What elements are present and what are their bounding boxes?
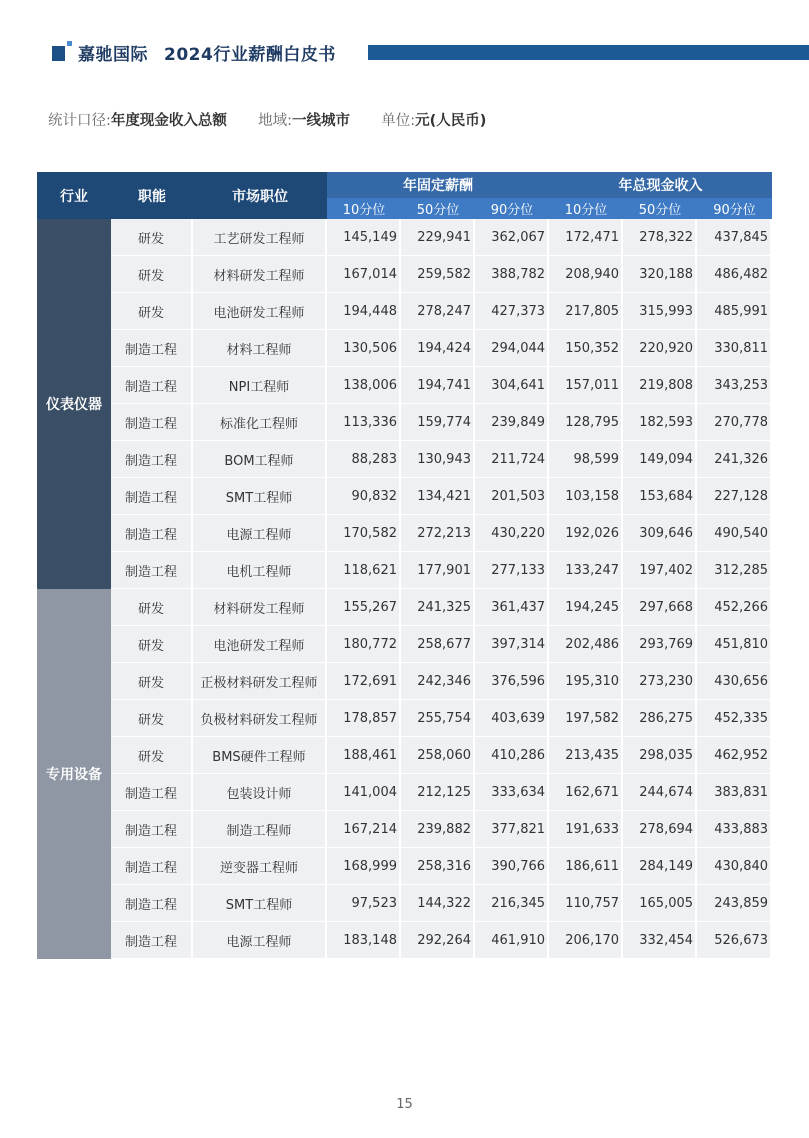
industry-cell: 仪表仪器 xyxy=(37,219,111,589)
function-cell: 研发 xyxy=(111,293,193,330)
position-cell: BMS硬件工程师 xyxy=(193,737,327,774)
header-total-p10: 10分位 xyxy=(549,198,623,219)
salary-cell-f90: 403,639 xyxy=(475,700,549,737)
unit-value: 元(人民币) xyxy=(415,113,487,129)
salary-cell-t90: 433,883 xyxy=(697,811,772,848)
salary-cell-t50: 293,769 xyxy=(623,626,697,663)
function-cell: 制造工程 xyxy=(111,404,193,441)
header-accent-bar xyxy=(368,45,809,60)
salary-cell-f10: 180,772 xyxy=(327,626,401,663)
page-number: 15 xyxy=(396,1097,413,1112)
salary-cell-t10: 162,671 xyxy=(549,774,623,811)
salary-cell-f10: 138,006 xyxy=(327,367,401,404)
salary-cell-t10: 217,805 xyxy=(549,293,623,330)
statistics-caption xyxy=(48,109,486,130)
function-cell: 研发 xyxy=(111,589,193,626)
salary-cell-t90: 462,952 xyxy=(697,737,772,774)
function-cell: 制造工程 xyxy=(111,515,193,552)
table-row xyxy=(37,922,772,959)
table-row xyxy=(37,478,772,515)
page-header xyxy=(0,0,809,80)
salary-cell-t50: 219,808 xyxy=(623,367,697,404)
salary-cell-t10: 98,599 xyxy=(549,441,623,478)
salary-cell-t10: 150,352 xyxy=(549,330,623,367)
salary-cell-t50: 278,694 xyxy=(623,811,697,848)
position-cell: 材料研发工程师 xyxy=(193,256,327,293)
position-cell: 电池研发工程师 xyxy=(193,293,327,330)
table-row xyxy=(37,293,772,330)
table-row xyxy=(37,663,772,700)
position-cell: 电源工程师 xyxy=(193,515,327,552)
salary-cell-t10: 191,633 xyxy=(549,811,623,848)
salary-cell-f90: 397,314 xyxy=(475,626,549,663)
position-cell: 包装设计师 xyxy=(193,774,327,811)
scope-value: 年度现金收入总额 xyxy=(110,113,227,129)
salary-cell-f10: 170,582 xyxy=(327,515,401,552)
salary-cell-f10: 113,336 xyxy=(327,404,401,441)
salary-cell-t90: 526,673 xyxy=(697,922,772,959)
salary-cell-f90: 361,437 xyxy=(475,589,549,626)
salary-cell-t90: 486,482 xyxy=(697,256,772,293)
function-cell: 制造工程 xyxy=(111,848,193,885)
salary-cell-t10: 202,486 xyxy=(549,626,623,663)
salary-cell-f90: 277,133 xyxy=(475,552,549,589)
unit-label: 单位: xyxy=(381,113,416,129)
salary-cell-f90: 376,596 xyxy=(475,663,549,700)
function-cell: 制造工程 xyxy=(111,441,193,478)
salary-cell-t10: 194,245 xyxy=(549,589,623,626)
salary-cell-f50: 258,316 xyxy=(401,848,475,885)
header-fixed-salary: 年固定薪酬 xyxy=(327,172,549,198)
salary-cell-t90: 227,128 xyxy=(697,478,772,515)
table-row xyxy=(37,885,772,922)
salary-cell-f50: 177,901 xyxy=(401,552,475,589)
salary-cell-f50: 134,421 xyxy=(401,478,475,515)
salary-cell-t10: 206,170 xyxy=(549,922,623,959)
function-cell: 研发 xyxy=(111,626,193,663)
salary-cell-f90: 377,821 xyxy=(475,811,549,848)
function-cell: 制造工程 xyxy=(111,330,193,367)
table-row xyxy=(37,441,772,478)
header-fixed-p50: 50分位 xyxy=(401,198,475,219)
table-row xyxy=(37,219,772,256)
salary-cell-t90: 490,540 xyxy=(697,515,772,552)
salary-cell-t50: 284,149 xyxy=(623,848,697,885)
salary-cell-f90: 388,782 xyxy=(475,256,549,293)
salary-cell-t10: 197,582 xyxy=(549,700,623,737)
salary-cell-t10: 110,757 xyxy=(549,885,623,922)
position-cell: BOM工程师 xyxy=(193,441,327,478)
header-total-cash: 年总现金收入 xyxy=(549,172,772,198)
salary-cell-t50: 153,684 xyxy=(623,478,697,515)
function-cell: 制造工程 xyxy=(111,552,193,589)
function-cell: 制造工程 xyxy=(111,478,193,515)
salary-cell-f90: 430,220 xyxy=(475,515,549,552)
salary-cell-t90: 485,991 xyxy=(697,293,772,330)
salary-cell-f10: 167,014 xyxy=(327,256,401,293)
salary-cell-t10: 133,247 xyxy=(549,552,623,589)
table-row xyxy=(37,552,772,589)
salary-cell-t10: 103,158 xyxy=(549,478,623,515)
header-industry: 行业 xyxy=(37,172,111,219)
header-fixed-p90: 90分位 xyxy=(475,198,549,219)
position-cell: SMT工程师 xyxy=(193,885,327,922)
position-cell: 电池研发工程师 xyxy=(193,626,327,663)
salary-cell-f50: 194,741 xyxy=(401,367,475,404)
salary-cell-f90: 333,634 xyxy=(475,774,549,811)
region-value: 一线城市 xyxy=(292,113,350,129)
salary-cell-t50: 149,094 xyxy=(623,441,697,478)
table-row xyxy=(37,367,772,404)
salary-cell-f90: 362,067 xyxy=(475,219,549,256)
salary-cell-t50: 309,646 xyxy=(623,515,697,552)
scope-label: 统计口径: xyxy=(48,113,111,129)
salary-cell-t90: 430,656 xyxy=(697,663,772,700)
salary-cell-f90: 390,766 xyxy=(475,848,549,885)
table-row xyxy=(37,737,772,774)
position-cell: SMT工程师 xyxy=(193,478,327,515)
salary-cell-t90: 451,810 xyxy=(697,626,772,663)
salary-cell-f10: 88,283 xyxy=(327,441,401,478)
position-cell: 材料工程师 xyxy=(193,330,327,367)
salary-cell-f10: 194,448 xyxy=(327,293,401,330)
salary-cell-t90: 452,266 xyxy=(697,589,772,626)
function-cell: 研发 xyxy=(111,700,193,737)
salary-cell-t50: 315,993 xyxy=(623,293,697,330)
salary-cell-t50: 244,674 xyxy=(623,774,697,811)
salary-cell-f50: 229,941 xyxy=(401,219,475,256)
function-cell: 制造工程 xyxy=(111,367,193,404)
salary-cell-f10: 118,621 xyxy=(327,552,401,589)
salary-cell-f50: 212,125 xyxy=(401,774,475,811)
salary-cell-t90: 452,335 xyxy=(697,700,772,737)
salary-cell-t10: 186,611 xyxy=(549,848,623,885)
salary-cell-f90: 201,503 xyxy=(475,478,549,515)
position-cell: NPI工程师 xyxy=(193,367,327,404)
header-position: 市场职位 xyxy=(193,172,327,219)
function-cell: 制造工程 xyxy=(111,811,193,848)
salary-cell-f10: 178,857 xyxy=(327,700,401,737)
salary-cell-f50: 194,424 xyxy=(401,330,475,367)
function-cell: 制造工程 xyxy=(111,922,193,959)
brand-logo-icon xyxy=(52,41,70,61)
table-row xyxy=(37,515,772,552)
table-row xyxy=(37,811,772,848)
salary-cell-t50: 278,322 xyxy=(623,219,697,256)
salary-cell-t10: 213,435 xyxy=(549,737,623,774)
salary-cell-f90: 461,910 xyxy=(475,922,549,959)
salary-cell-f50: 259,582 xyxy=(401,256,475,293)
salary-cell-t50: 220,920 xyxy=(623,330,697,367)
salary-cell-f90: 211,724 xyxy=(475,441,549,478)
salary-cell-t90: 270,778 xyxy=(697,404,772,441)
function-cell: 研发 xyxy=(111,219,193,256)
salary-cell-t10: 195,310 xyxy=(549,663,623,700)
table-row xyxy=(37,848,772,885)
salary-cell-t10: 208,940 xyxy=(549,256,623,293)
salary-cell-f50: 272,213 xyxy=(401,515,475,552)
salary-cell-f90: 294,044 xyxy=(475,330,549,367)
salary-cell-t50: 182,593 xyxy=(623,404,697,441)
position-cell: 电源工程师 xyxy=(193,922,327,959)
salary-cell-t50: 298,035 xyxy=(623,737,697,774)
table-body xyxy=(37,219,772,959)
salary-cell-t90: 312,285 xyxy=(697,552,772,589)
salary-cell-f90: 216,345 xyxy=(475,885,549,922)
table-row xyxy=(37,700,772,737)
industry-cell: 专用设备 xyxy=(37,589,111,959)
table-row xyxy=(37,404,772,441)
salary-cell-f10: 155,267 xyxy=(327,589,401,626)
position-cell: 标准化工程师 xyxy=(193,404,327,441)
table-row xyxy=(37,626,772,663)
salary-cell-f10: 90,832 xyxy=(327,478,401,515)
table-row xyxy=(37,774,772,811)
position-cell: 正极材料研发工程师 xyxy=(193,663,327,700)
salary-cell-f50: 239,882 xyxy=(401,811,475,848)
header-total-p90: 90分位 xyxy=(697,198,772,219)
region-label: 地域: xyxy=(258,113,292,129)
salary-cell-t90: 430,840 xyxy=(697,848,772,885)
salary-cell-f90: 410,286 xyxy=(475,737,549,774)
salary-cell-f10: 130,506 xyxy=(327,330,401,367)
position-cell: 工艺研发工程师 xyxy=(193,219,327,256)
position-cell: 负极材料研发工程师 xyxy=(193,700,327,737)
salary-cell-f10: 97,523 xyxy=(327,885,401,922)
salary-cell-t50: 286,275 xyxy=(623,700,697,737)
salary-cell-f50: 258,060 xyxy=(401,737,475,774)
function-cell: 研发 xyxy=(111,256,193,293)
salary-cell-f50: 255,754 xyxy=(401,700,475,737)
table-row xyxy=(37,589,772,626)
position-cell: 材料研发工程师 xyxy=(193,589,327,626)
salary-cell-t90: 243,859 xyxy=(697,885,772,922)
salary-cell-f50: 258,677 xyxy=(401,626,475,663)
salary-cell-t50: 273,230 xyxy=(623,663,697,700)
salary-cell-f90: 239,849 xyxy=(475,404,549,441)
salary-cell-t10: 157,011 xyxy=(549,367,623,404)
salary-cell-t90: 330,811 xyxy=(697,330,772,367)
salary-cell-f10: 145,149 xyxy=(327,219,401,256)
salary-cell-f90: 304,641 xyxy=(475,367,549,404)
salary-cell-f10: 183,148 xyxy=(327,922,401,959)
header-total-p50: 50分位 xyxy=(623,198,697,219)
salary-cell-t50: 197,402 xyxy=(623,552,697,589)
function-cell: 制造工程 xyxy=(111,885,193,922)
header-fixed-p10: 10分位 xyxy=(327,198,401,219)
salary-cell-t10: 192,026 xyxy=(549,515,623,552)
salary-cell-t50: 320,188 xyxy=(623,256,697,293)
salary-cell-f50: 159,774 xyxy=(401,404,475,441)
salary-cell-t10: 128,795 xyxy=(549,404,623,441)
salary-cell-f10: 172,691 xyxy=(327,663,401,700)
brand-name: 嘉驰国际 xyxy=(78,45,148,65)
header-title xyxy=(78,40,336,65)
salary-cell-f10: 167,214 xyxy=(327,811,401,848)
salary-cell-t90: 241,326 xyxy=(697,441,772,478)
salary-cell-t90: 383,831 xyxy=(697,774,772,811)
salary-cell-f50: 130,943 xyxy=(401,441,475,478)
salary-cell-f50: 241,325 xyxy=(401,589,475,626)
salary-table xyxy=(37,172,772,959)
salary-cell-f90: 427,373 xyxy=(475,293,549,330)
salary-cell-t90: 437,845 xyxy=(697,219,772,256)
position-cell: 制造工程师 xyxy=(193,811,327,848)
document-title: 2024行业薪酬白皮书 xyxy=(164,45,336,65)
salary-cell-f50: 242,346 xyxy=(401,663,475,700)
salary-cell-f50: 278,247 xyxy=(401,293,475,330)
salary-cell-f50: 292,264 xyxy=(401,922,475,959)
salary-cell-t10: 172,471 xyxy=(549,219,623,256)
header-function: 职能 xyxy=(111,172,193,219)
table-row xyxy=(37,330,772,367)
salary-cell-f50: 144,322 xyxy=(401,885,475,922)
salary-cell-f10: 188,461 xyxy=(327,737,401,774)
salary-cell-f10: 168,999 xyxy=(327,848,401,885)
salary-cell-t50: 297,668 xyxy=(623,589,697,626)
position-cell: 逆变器工程师 xyxy=(193,848,327,885)
salary-cell-t50: 165,005 xyxy=(623,885,697,922)
function-cell: 制造工程 xyxy=(111,774,193,811)
table-row xyxy=(37,256,772,293)
function-cell: 研发 xyxy=(111,737,193,774)
position-cell: 电机工程师 xyxy=(193,552,327,589)
salary-cell-t50: 332,454 xyxy=(623,922,697,959)
salary-cell-f10: 141,004 xyxy=(327,774,401,811)
function-cell: 研发 xyxy=(111,663,193,700)
salary-cell-t90: 343,253 xyxy=(697,367,772,404)
